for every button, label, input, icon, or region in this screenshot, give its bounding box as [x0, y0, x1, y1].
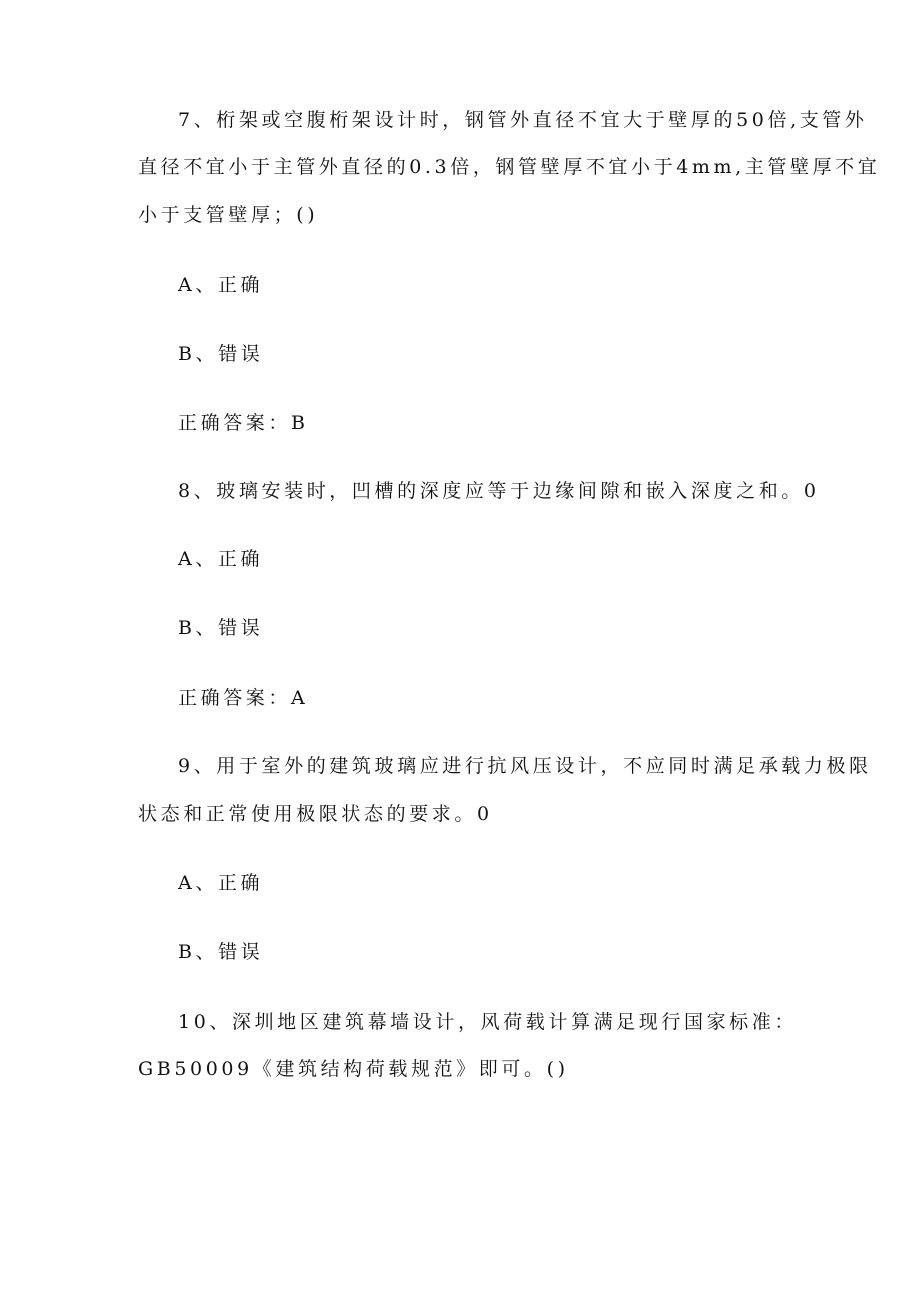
question-9-line-2: 状态和正常使用极限状态的要求。0 — [138, 803, 493, 825]
question-7-option-b: B、错误 — [178, 343, 264, 365]
question-10-line-2: GB50009《建筑结构荷载规范》即可。() — [138, 1058, 569, 1080]
question-9-line-1: 9、用于室外的建筑玻璃应进行抗风压设计，不应同时满足承载力极限 — [178, 755, 872, 777]
question-9-option-b: B、错误 — [178, 941, 264, 963]
question-8-option-b: B、错误 — [178, 617, 264, 639]
question-8-option-a: A、正确 — [178, 548, 264, 570]
question-7-answer: 正确答案：B — [178, 412, 309, 434]
question-7-option-a: A、正确 — [178, 274, 264, 296]
question-10-line-1: 10、深圳地区建筑幕墙设计，风荷载计算满足现行国家标准： — [178, 1011, 797, 1033]
question-7-line-1: 7、桁架或空腹桁架设计时，钢管外直径不宜大于壁厚的50倍,支管外 — [178, 109, 868, 131]
question-7-line-2: 直径不宜小于主管外直径的0.3倍，钢管壁厚不宜小于4mm,主管壁厚不宜 — [138, 156, 881, 178]
question-9-option-a: A、正确 — [178, 872, 264, 894]
question-8-line-1: 8、玻璃安装时，凹槽的深度应等于边缘间隙和嵌入深度之和。0 — [178, 480, 820, 502]
question-8-answer: 正确答案：A — [178, 687, 309, 709]
question-7-line-3: 小于支管壁厚；() — [138, 204, 319, 226]
